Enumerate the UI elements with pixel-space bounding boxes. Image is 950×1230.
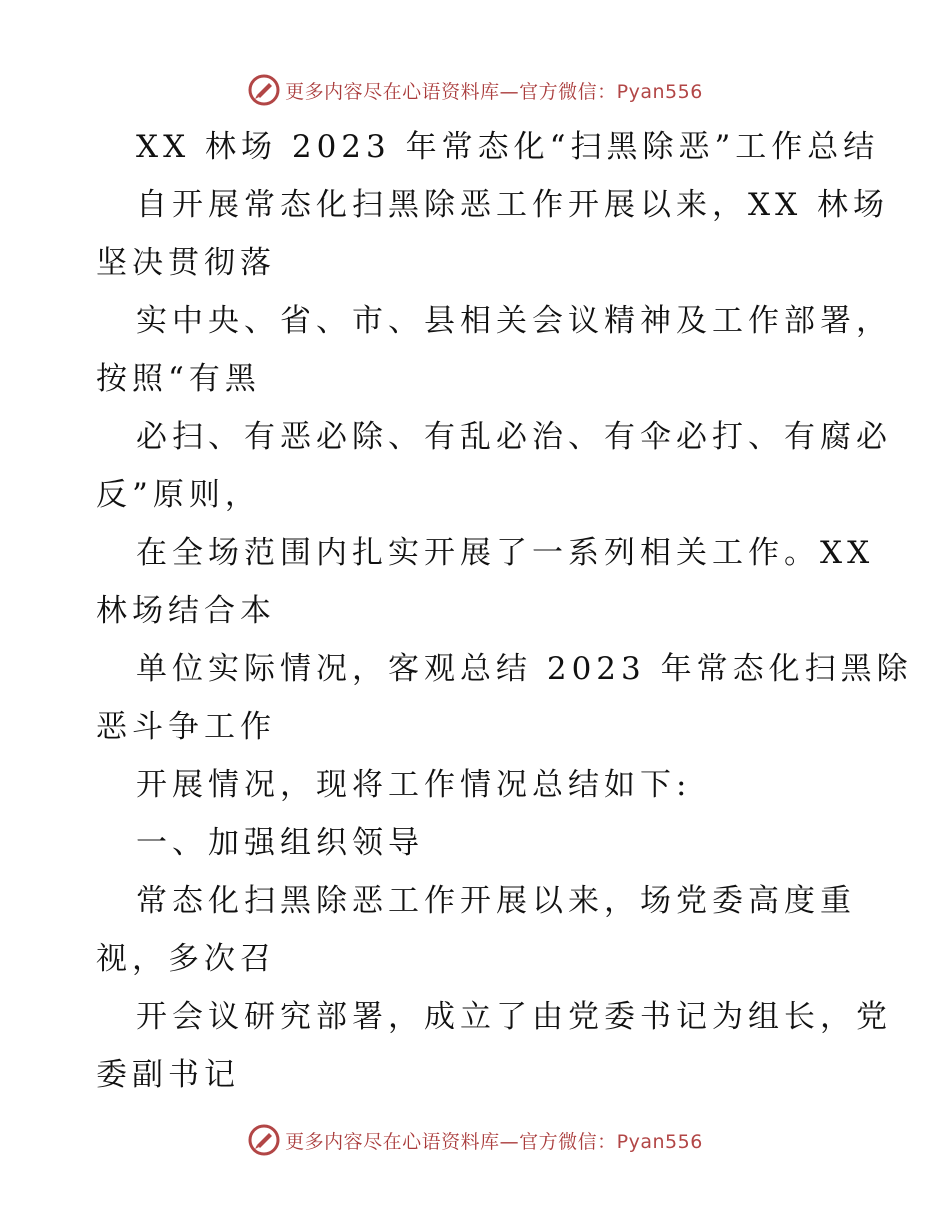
document-body: [96, 118, 913, 1104]
watermark-text: 更多内容尽在心语资料库—官方微信：Pyan556: [285, 1130, 703, 1153]
paragraph-line: 反”原则，: [96, 477, 261, 513]
paragraph-line: 按照“有黑: [96, 361, 261, 397]
watermark-text: 更多内容尽在心语资料库—官方微信：Pyan556: [285, 80, 703, 103]
paragraph-line: 常态化扫黑除恶工作开展以来，场党委高度重: [136, 883, 856, 919]
paragraph-line: 视，多次召: [96, 941, 276, 977]
logo-icon: [247, 73, 281, 107]
paragraph-line: 恶斗争工作: [96, 709, 276, 745]
logo-icon: [247, 1123, 281, 1157]
paragraph-line: 开会议研究部署，成立了由党委书记为组长，党: [136, 999, 892, 1035]
paragraph-line: 单位实际情况，客观总结 2023 年常态化扫黑除: [136, 651, 913, 687]
paragraph-line: 坚决贯彻落: [96, 245, 276, 281]
section-heading: 一、加强组织领导: [136, 825, 424, 861]
document-title: XX 林场 2023 年常态化“扫黑除恶”工作总结: [136, 129, 880, 165]
header-watermark: [0, 70, 950, 110]
footer-watermark: [0, 1120, 950, 1160]
paragraph-line: 委副书记: [96, 1057, 240, 1093]
paragraph-line: 林场结合本: [96, 593, 276, 629]
paragraph-line: 实中央、省、市、县相关会议精神及工作部署，: [136, 303, 892, 339]
paragraph-line: 开展情况，现将工作情况总结如下:: [136, 767, 692, 803]
paragraph-line: 自开展常态化扫黑除恶工作开展以来，XX 林场: [136, 187, 889, 223]
paragraph-line: 在全场范围内扎实开展了一系列相关工作。XX: [136, 535, 875, 571]
paragraph-line: 必扫、有恶必除、有乱必治、有伞必打、有腐必: [136, 419, 892, 455]
